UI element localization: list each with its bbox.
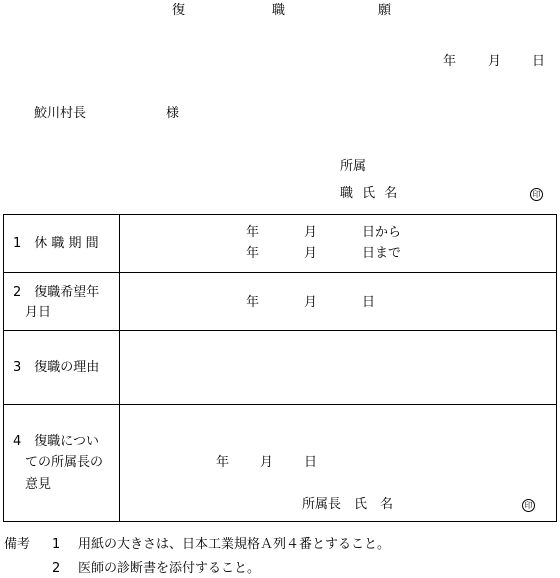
applicant-seal: 印 <box>530 188 543 201</box>
row1-label: 1 休 職 期 間 <box>13 236 99 251</box>
date-year-label: 年 <box>443 54 457 69</box>
row1-line2-month: 月 <box>304 246 318 261</box>
title-char-1: 復 <box>172 3 186 18</box>
row-divider-1 <box>3 272 557 273</box>
row4-day: 日 <box>304 455 318 470</box>
row-divider-2 <box>3 330 557 331</box>
row-divider-3 <box>3 404 557 405</box>
addressee-honorific: 様 <box>166 106 180 121</box>
table-column-divider <box>119 214 120 522</box>
title-char-3: 願 <box>378 3 392 18</box>
row1-line1-month: 月 <box>304 225 318 240</box>
affiliation-label: 所属 <box>340 159 367 174</box>
row2-day: 日 <box>362 295 376 310</box>
note-1-number: 1 <box>52 537 61 552</box>
title-char-2: 職 <box>272 3 286 18</box>
row2-month: 月 <box>304 295 318 310</box>
row1-line2-year: 年 <box>246 246 260 261</box>
row4-label-line1: 4 復職につい <box>13 434 100 449</box>
row2-year: 年 <box>246 295 260 310</box>
row3-label: 3 復職の理由 <box>13 360 100 375</box>
row4-label-line2: ての所属長の <box>25 455 104 470</box>
row4-month: 月 <box>260 455 274 470</box>
row4-seal: 印 <box>522 499 535 512</box>
note-2-text: 医師の診断書を添付すること。 <box>78 561 261 576</box>
note-1-text: 用紙の大きさは、日本工業規格Ａ列４番とすること。 <box>78 537 391 552</box>
note-2-number: 2 <box>52 561 61 576</box>
row2-label-line1: 2 復職希望年 <box>13 285 100 300</box>
row1-line2-day: 日まで <box>362 246 402 261</box>
addressee-name: 鮫川村長 <box>34 106 87 121</box>
name-label: 職 氏 名 <box>340 186 398 201</box>
date-month-label: 月 <box>488 54 502 69</box>
row1-line1-year: 年 <box>246 225 260 240</box>
row2-label-line2: 月日 <box>25 305 52 320</box>
notes-label: 備考 <box>4 537 31 552</box>
row4-signer-label: 所属長 氏 名 <box>302 497 394 512</box>
row1-line1-day: 日から <box>362 225 402 240</box>
date-day-label: 日 <box>532 54 546 69</box>
row4-year: 年 <box>216 455 230 470</box>
row4-label-line3: 意見 <box>25 477 52 492</box>
